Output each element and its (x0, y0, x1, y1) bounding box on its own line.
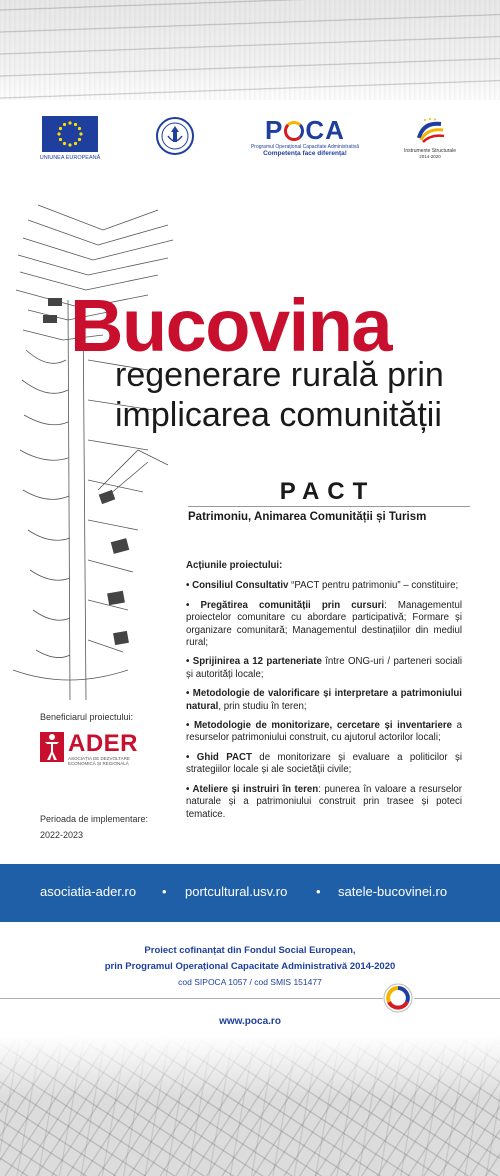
period-value: 2022-2023 (40, 830, 84, 840)
government-logo (150, 116, 200, 172)
action-item-text: : punerea în valoare a resurselor naturale și a patrimoniului construit prin trasee și poteci tematice. (186, 783, 463, 820)
beneficiary-label: Beneficiarul proiectului: (40, 712, 134, 722)
action-item-bold: • Ghid PACT (186, 751, 252, 763)
main-title: Bucovina (70, 284, 392, 367)
bottom-cracked-texture (0, 1036, 500, 1176)
ader-logo (40, 732, 150, 772)
action-item-text: de monitorizare și evaluare a politicilor și strategiilor locale și ale societății civile; (186, 751, 462, 776)
subtitle-line-2: implicarea comunității (115, 396, 442, 434)
poca-title-left: P (265, 115, 284, 145)
pact-acronym: PACT (279, 478, 376, 505)
structural-instruments-years: 2014-2020 (419, 154, 441, 159)
action-item-text: “PACT pentru patrimoniu” – constituire; (288, 580, 459, 592)
link-satele-bucovinei[interactable]: satele-bucovinei.ro (338, 884, 448, 899)
structural-instruments-caption: Instrumente Structurale (404, 148, 456, 154)
action-item-text: a resurselor patrimoniului construit, cu ajutorul actorilor locali; (186, 720, 462, 744)
cofinancing-line-1: Proiect cofinanțat din Fondul Social European, (144, 945, 356, 956)
action-item-text: , prin studiu în teren; (218, 700, 307, 712)
pact-full-name: Patrimoniu, Animarea Comunității și Turism (188, 511, 427, 523)
action-item (186, 600, 462, 650)
poca-subtitle: Programul Operațional Capacitate Administrativă (250, 144, 360, 150)
poca-motto: Competența face diferența! (263, 150, 347, 157)
eu-logo (40, 116, 100, 172)
actions-heading: Acțiunile proiectului: (186, 560, 283, 571)
church-sketch-illustration (8, 200, 183, 705)
cofinancing-line-2: prin Programul Operațional Capacitate Administrativă 2014-2020 (104, 961, 396, 972)
poca-ring-icon (383, 983, 413, 1013)
poca-title (265, 116, 345, 144)
link-separator: • (316, 884, 321, 899)
action-item-bold: • Metodologie de valorificare și interpretare a patrimoniului natural (186, 688, 462, 712)
ader-tagline-2: ECONOMICĂ ȘI REGIONALĂ (68, 761, 129, 766)
poca-url-link[interactable]: www.poca.ro (219, 1016, 281, 1027)
project-actions (186, 560, 462, 828)
eu-caption: UNIUNEA EUROPEANĂ (39, 155, 101, 161)
structural-instruments-icon (413, 116, 447, 146)
action-item-text: între ONG-uri / parteneri sociali și autorități locale; (186, 656, 463, 680)
link-separator: • (162, 884, 167, 899)
poca-title-right: CA (305, 115, 345, 145)
action-item-bold: • Sprijinirea a 12 parteneriate (186, 656, 322, 668)
action-item-bold: • Metodologie de monitorizare, cercetare și inventariere (186, 720, 453, 732)
poca-logo (250, 116, 360, 172)
ader-figure-icon (40, 732, 64, 762)
ader-name: ADER (68, 730, 139, 757)
eu-flag-icon (42, 116, 98, 152)
action-item (186, 752, 462, 777)
link-asociatia-ader[interactable]: asociatia-ader.ro (40, 884, 137, 899)
top-wood-texture (0, 0, 500, 100)
action-item (186, 688, 462, 713)
action-item-text: : Managementul proiectelor comunitare cu abordare participativă; Formare și organizare comunitară; Managementul destinațiilor din mediul rural; (186, 599, 462, 649)
action-item-bold: • Pregătirea comunității prin cursuri (186, 599, 385, 611)
action-item (186, 656, 462, 681)
footer-divider (414, 998, 500, 999)
cofinancing-codes: cod SIPOCA 1057 / cod SMIS 151477 (178, 977, 322, 987)
structural-instruments-logo (395, 116, 465, 172)
poca-ring-icon (284, 121, 304, 141)
ader-tagline-1: ASOCIAȚIA DE DEZVOLTARE (68, 756, 130, 761)
action-item-bold: • Ateliere și instruiri în teren (186, 783, 319, 795)
subtitle-line-1: regenerare rurală prin (115, 356, 444, 394)
pact-divider (188, 506, 470, 507)
period-label: Perioada de implementare: (40, 814, 149, 824)
action-item-bold: • Consiliul Consultativ (186, 580, 289, 592)
action-item (186, 720, 462, 745)
footer-divider (0, 998, 383, 999)
action-item (186, 580, 462, 592)
link-portcultural[interactable]: portcultural.usv.ro (185, 884, 288, 899)
action-item (186, 784, 462, 821)
government-seal-icon (155, 116, 195, 156)
